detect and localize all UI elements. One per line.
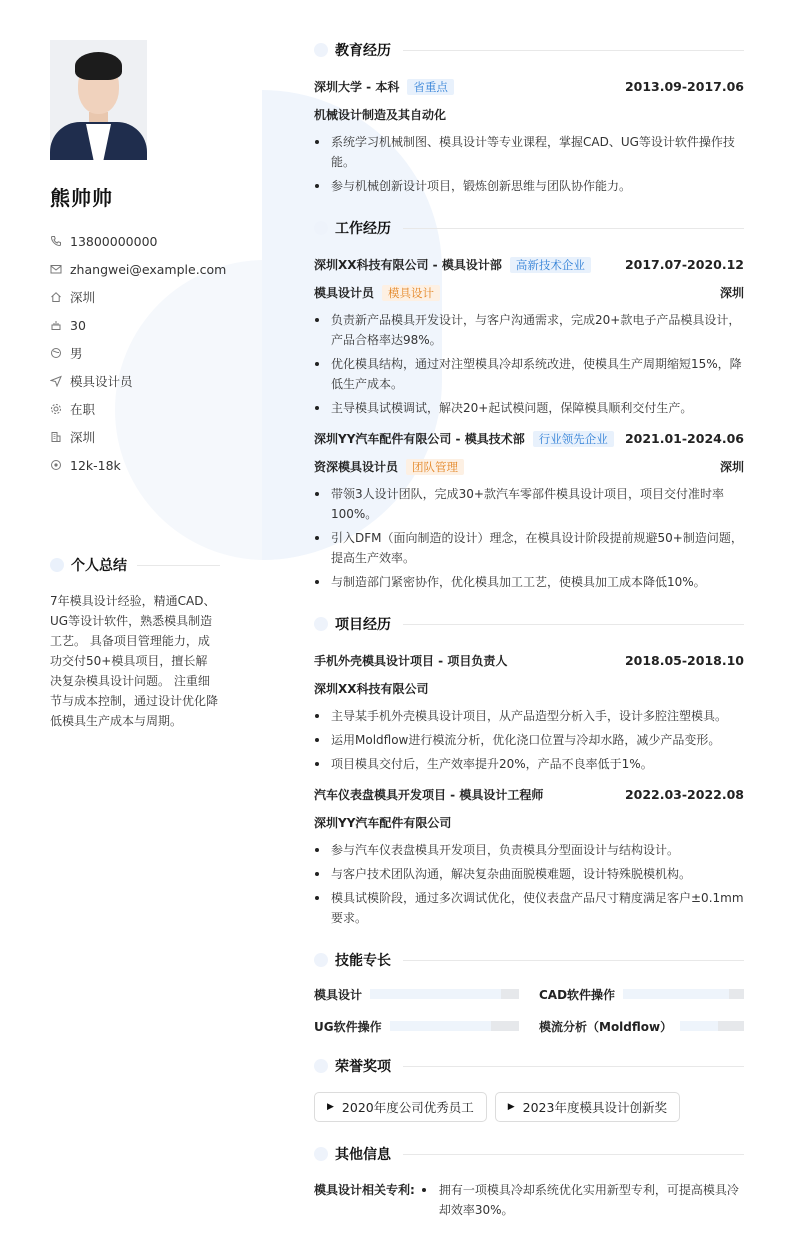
job-role: 资深模具设计员 bbox=[314, 459, 399, 474]
section-title: 教育经历 bbox=[335, 43, 391, 59]
award-chip[interactable] bbox=[314, 1092, 487, 1122]
school-name: 深圳大学 - 本科 bbox=[314, 79, 400, 94]
info-email: zhangwei@example.com bbox=[50, 255, 220, 283]
role-tag: 模具设计 bbox=[382, 285, 440, 301]
skill-level-bar bbox=[623, 989, 744, 999]
section-dot-icon bbox=[314, 1059, 328, 1073]
project-company: 深圳XX科技有限公司 bbox=[314, 681, 429, 696]
contact-info-list bbox=[50, 227, 227, 479]
info-salary: 12k-18k bbox=[50, 451, 220, 479]
divider bbox=[403, 228, 744, 229]
divider bbox=[403, 1154, 744, 1155]
project-date: 2022.03-2022.08 bbox=[624, 786, 744, 802]
profile-name: 熊帅帅 bbox=[50, 186, 113, 210]
skills-grid bbox=[314, 986, 744, 1034]
section-heading bbox=[314, 1144, 744, 1164]
sidebar bbox=[50, 40, 227, 731]
section-heading bbox=[314, 614, 744, 634]
info-age: 30 bbox=[50, 311, 220, 339]
role-tag: 团队管理 bbox=[406, 459, 464, 475]
list-item: 与制造部门紧密协作，优化模具加工工艺，使模具加工成本降低10%。 bbox=[314, 572, 744, 592]
list-item: 负责新产品模具开发设计，与客户沟通需求，完成20+款电子产品模具设计，产品合格率达98%。 bbox=[314, 310, 744, 350]
skill-name: 模具设计 bbox=[314, 987, 363, 1002]
skill-item bbox=[539, 986, 744, 1002]
work-entry bbox=[314, 254, 744, 418]
salary-icon bbox=[50, 459, 62, 471]
info-status: 在职 bbox=[50, 395, 220, 423]
education-bullets bbox=[314, 132, 744, 196]
section-title: 工作经历 bbox=[335, 221, 391, 237]
play-triangle-icon: ▶ bbox=[507, 1102, 515, 1112]
list-item: 运用Moldflow进行模流分析，优化浇口位置与冷却水路，减少产品变形。 bbox=[314, 730, 744, 750]
skill-level-fill bbox=[680, 1021, 718, 1031]
main-content bbox=[314, 40, 744, 1242]
section-dot-icon bbox=[314, 221, 328, 235]
awards-section bbox=[314, 1056, 744, 1122]
award-label: 2023年度模具设计创新奖 bbox=[522, 1100, 667, 1115]
cake-icon bbox=[50, 319, 62, 331]
section-dot-icon bbox=[50, 558, 64, 572]
award-chip[interactable] bbox=[495, 1092, 680, 1122]
skill-name: UG软件操作 bbox=[314, 1019, 382, 1034]
skill-level-fill bbox=[370, 989, 501, 999]
company-tag: 高新技术企业 bbox=[510, 257, 591, 273]
phone-icon bbox=[50, 235, 62, 247]
major: 机械设计制造及其自动化 bbox=[314, 107, 447, 122]
other-label: 模具设计相关专利: bbox=[314, 1183, 415, 1197]
info-phone: 13800000000 bbox=[50, 227, 220, 255]
skill-level-bar bbox=[370, 989, 519, 999]
list-item: 引入DFM（面向制造的设计）理念，在模具设计阶段提前规避50+制造问题，提高生产效率。 bbox=[314, 528, 744, 568]
section-dot-icon bbox=[314, 1147, 328, 1161]
work-section bbox=[314, 218, 744, 592]
work-date: 2021.01-2024.06 bbox=[624, 430, 744, 446]
building-icon bbox=[50, 431, 62, 443]
list-item: 参与机械创新设计项目，锻炼创新思维与团队协作能力。 bbox=[314, 176, 744, 196]
company-tag: 行业领先企业 bbox=[533, 431, 614, 447]
divider bbox=[403, 960, 744, 961]
project-company: 深圳YY汽车配件有限公司 bbox=[314, 815, 452, 830]
home-icon bbox=[50, 291, 62, 303]
skill-name: CAD软件操作 bbox=[539, 987, 616, 1002]
avatar bbox=[50, 40, 147, 160]
skill-name: 模流分析（Moldflow） bbox=[539, 1019, 673, 1034]
summary-text: 7年模具设计经验，精通CAD、UG等设计软件，熟悉模具制造工艺。 具备项目管理能力，成功交付50+模具项目，擅长解决复杂模具设计问题。 注重细节与成本控制，通过设计优化降低模具生产成本与周期。 bbox=[50, 594, 219, 728]
skill-item bbox=[314, 1018, 519, 1034]
company-name: 深圳YY汽车配件有限公司 - 模具技术部 bbox=[314, 431, 525, 446]
other-section bbox=[314, 1144, 744, 1220]
section-title: 其他信息 bbox=[335, 1147, 391, 1163]
skill-level-fill bbox=[623, 989, 729, 999]
project-name: 手机外壳模具设计项目 - 项目负责人 bbox=[314, 653, 508, 668]
job-role: 模具设计员 bbox=[314, 285, 375, 300]
play-triangle-icon: ▶ bbox=[327, 1102, 334, 1112]
gender-icon bbox=[50, 347, 62, 359]
section-heading bbox=[314, 950, 744, 970]
section-dot-icon bbox=[314, 953, 328, 967]
section-title: 技能专长 bbox=[335, 953, 391, 969]
info-position: 模具设计员 bbox=[50, 367, 220, 395]
section-heading bbox=[314, 218, 744, 238]
divider bbox=[403, 50, 744, 51]
info-city: 深圳 bbox=[50, 283, 220, 311]
send-icon bbox=[50, 375, 62, 387]
section-heading bbox=[314, 1056, 744, 1076]
education-date: 2013.09-2017.06 bbox=[624, 78, 744, 94]
summary-heading bbox=[50, 555, 220, 575]
skill-level-fill bbox=[390, 1021, 491, 1031]
status-icon bbox=[50, 403, 62, 415]
list-item: 主导某手机外壳模具设计项目，从产品造型分析入手，设计多腔注塑模具。 bbox=[314, 706, 744, 726]
summary-title: 个人总结 bbox=[71, 558, 127, 574]
work-city: 深圳 bbox=[719, 285, 744, 300]
skill-level-bar bbox=[680, 1021, 744, 1031]
skills-section bbox=[314, 950, 744, 1034]
list-item: 模具试模阶段，通过多次调试优化，使仪表盘产品尺寸精度满足客户±0.1mm要求。 bbox=[314, 888, 744, 928]
project-entry bbox=[314, 650, 744, 774]
project-entry bbox=[314, 784, 744, 928]
awards-list bbox=[314, 1092, 744, 1122]
education-section bbox=[314, 40, 744, 196]
email-icon bbox=[50, 263, 62, 275]
list-item: 带领3人设计团队，完成30+款汽车零部件模具设计项目，项目交付准时率100%。 bbox=[314, 484, 744, 524]
info-gender: 男 bbox=[50, 339, 220, 367]
work-city: 深圳 bbox=[719, 459, 744, 474]
project-date: 2018.05-2018.10 bbox=[624, 652, 744, 668]
list-item: 系统学习机械制图、模具设计等专业课程，掌握CAD、UG等设计软件操作技能。 bbox=[314, 132, 744, 172]
project-name: 汽车仪表盘模具开发项目 - 模具设计工程师 bbox=[314, 787, 544, 802]
info-work-city: 深圳 bbox=[50, 423, 220, 451]
work-date: 2017.07-2020.12 bbox=[624, 256, 744, 272]
list-item: 优化模具结构，通过对注塑模具冷却系统改进，使模具生产周期缩短15%，降低生产成本。 bbox=[314, 354, 744, 394]
award-label: 2020年度公司优秀员工 bbox=[341, 1100, 474, 1115]
list-item: 与客户技术团队沟通，解决复杂曲面脱模难题，设计特殊脱模机构。 bbox=[314, 864, 744, 884]
skill-item bbox=[314, 986, 519, 1002]
divider bbox=[403, 1066, 744, 1067]
section-heading bbox=[314, 40, 744, 60]
school-tag: 省重点 bbox=[407, 79, 454, 95]
skill-item bbox=[539, 1018, 744, 1034]
divider bbox=[137, 565, 220, 566]
work-entry bbox=[314, 428, 744, 592]
divider bbox=[403, 624, 744, 625]
list-item: 主导模具试模调试，解决20+起试模问题，保障模具顺利交付生产。 bbox=[314, 398, 744, 418]
section-dot-icon bbox=[314, 617, 328, 631]
company-name: 深圳XX科技有限公司 - 模具设计部 bbox=[314, 257, 502, 272]
section-title: 荣誉奖项 bbox=[335, 1059, 391, 1075]
section-title: 项目经历 bbox=[335, 617, 391, 633]
section-dot-icon bbox=[314, 43, 328, 57]
other-value: 拥有一项模具冷却系统优化实用新型专利，可提高模具冷却效率30%。 bbox=[419, 1180, 744, 1220]
projects-section bbox=[314, 614, 744, 928]
skill-level-bar bbox=[390, 1021, 519, 1031]
list-item: 参与汽车仪表盘模具开发项目，负责模具分型面设计与结构设计。 bbox=[314, 840, 744, 860]
list-item: 项目模具交付后，生产效率提升20%，产品不良率低于1%。 bbox=[314, 754, 744, 774]
other-info-row bbox=[314, 1180, 744, 1220]
